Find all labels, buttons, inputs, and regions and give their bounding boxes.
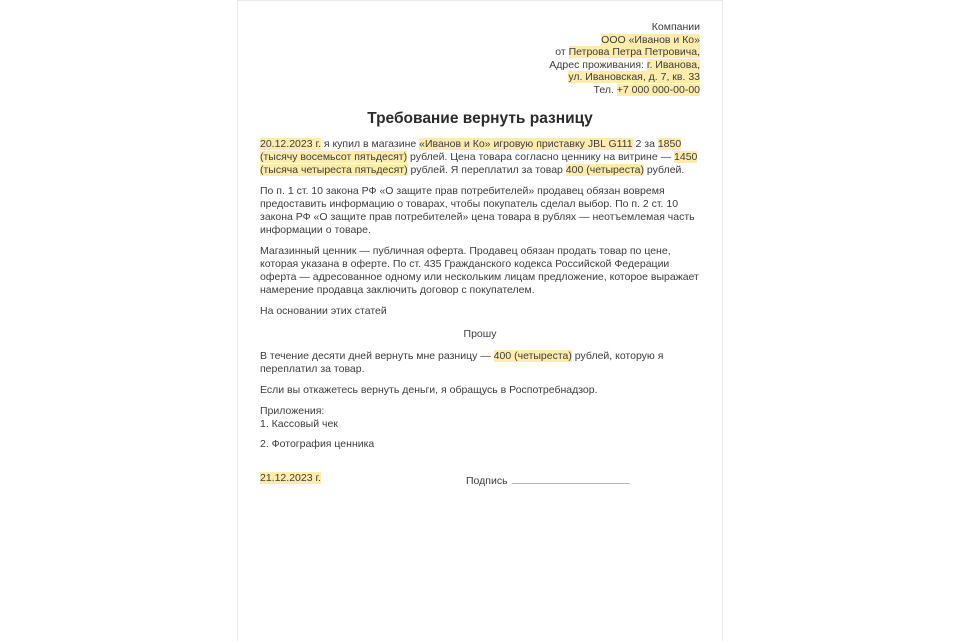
text-run: рублей, которую я переплатил за товар. [260,350,664,375]
paragraph-attachments-title [260,405,700,418]
text-run: рублей. Цена товара согласно ценнику на витрине — [407,151,675,163]
text-run: В течение десяти дней вернуть мне разницу — [260,350,494,362]
document-date [260,472,321,485]
text-run: Приложения: [260,405,325,417]
recipient-block [260,21,700,96]
highlighted-text: 1850 (тысячу восемьсот пятьдесят) [260,138,682,163]
paragraph-offer [260,245,700,297]
highlighted-text: ул. Ивановская, д. 7, кв. 33 [568,71,700,83]
text-run: Тел. [593,83,617,96]
highlighted-text: 20.12.2023 г. [260,138,321,150]
text-run: По п. 1 ст. 10 закона РФ «О защите прав потребителей» продавец обязан вовремя предоставить информацию о товарах, чтобы покупатель сделал выбор. По п. 2 ст. 10 закона РФ «О защите прав потребителей» цена товара в рублях — неотъемлемая часть информации о товаре. [260,185,695,236]
text-run: Если вы откажетесь вернуть деньги, я обращусь в Роспотребнадзор. [260,384,598,396]
highlighted-text: ООО «Иванов и Ко» [601,33,700,46]
text-run: Компании [651,21,700,33]
text-run: На основании этих статей [260,305,387,317]
signature-group [466,472,630,488]
highlighted-text: Петрова Петра Петровича, [568,46,700,58]
signature-label: Подпись [466,475,508,487]
text-run: я купил в магазине [320,138,420,150]
recipient-line [260,21,700,34]
highlighted-text: 21.12.2023 г. [260,472,321,484]
text-run: рублей. [644,164,685,176]
paragraph-warning [260,384,700,397]
recipient-line [260,59,700,72]
text-run: от [555,46,569,58]
document-page [237,0,723,641]
document-title: Требование вернуть разницу [367,110,593,127]
highlighted-text: «Иванов и Ко» игровую приставку JBL G111 [419,138,633,150]
highlighted-text: г. Иванова, [646,58,700,71]
paragraph-purchase [260,138,700,177]
paragraph-basis [260,305,700,318]
text-run: Прошу [463,328,497,340]
paragraph-law [260,185,700,237]
highlighted-text: +7 000 000-00-00 [616,83,700,96]
paragraph-attachment-2 [260,438,700,451]
text-run: Магазинный ценник — публичная оферта. Продавец обязан продать товар по цене, которая указана в оферте. По ст. 435 Гражданского кодекса Российской Федерации оферта — адресованное одному или нескольким лицам предложение, которое выражает намерение продавца заключить договор с покупателем. [260,245,699,296]
paragraph-attachment-1 [260,418,700,431]
signature-row [260,472,700,488]
paragraph-request [260,350,700,376]
recipient-line [260,84,700,97]
text-run: рублей. Я переплатил за товар [407,164,566,176]
text-run: 2 за [632,138,658,150]
highlighted-text: 400 (четыреста) [493,350,572,362]
document-body [260,138,700,451]
highlighted-text: 400 (четыреста) [565,164,645,176]
paragraph-request-heading [260,328,700,341]
highlighted-text: 1450 (тысяча четыреста пятьдесят) [260,151,698,176]
recipient-line [260,46,700,59]
text-run: 2. Фотография ценника [260,438,375,450]
recipient-line [260,71,700,84]
signature-line [512,472,630,484]
recipient-line [260,34,700,47]
text-run: Адрес проживания: [549,58,647,71]
text-run: 1. Кассовый чек [260,418,338,430]
